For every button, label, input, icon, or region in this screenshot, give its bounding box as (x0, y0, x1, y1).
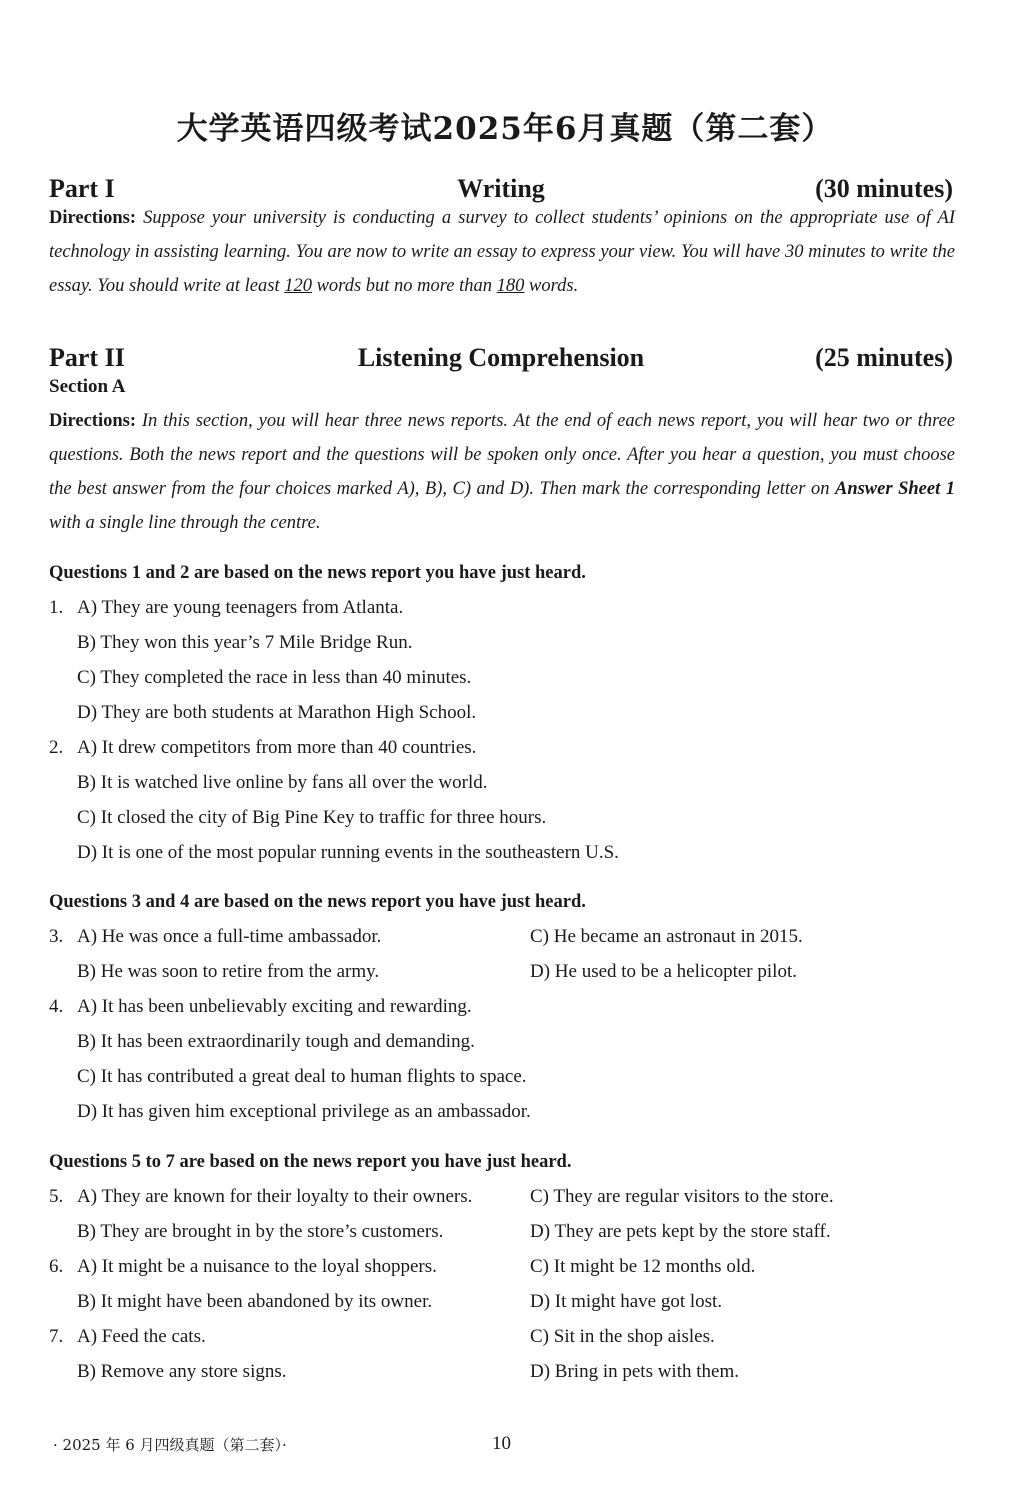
part-2-header (49, 343, 953, 377)
page-title: 大学英语四级考试2025年6月真题（第二套） (176, 111, 834, 147)
directions-text: words but no more than (311, 276, 497, 296)
question-option: B) It has been extraordinarily tough and demanding. (77, 1031, 475, 1052)
part-1-name: Writing (457, 174, 545, 203)
question-group-header: Questions 5 to 7 are based on the news report you have just heard. (49, 1152, 572, 1172)
part-2-time: (25 minutes) (815, 343, 953, 372)
part-2-number: Part II (49, 343, 125, 372)
question-number: 6. (49, 1256, 64, 1277)
question-option: D) It might have got lost. (530, 1291, 723, 1312)
part-2-name: Listening Comprehension (357, 343, 645, 372)
part-1-time: (30 minutes) (815, 174, 953, 203)
question-option: C) They completed the race in less than 40 minutes. (77, 667, 472, 688)
section-a-label: Section A (49, 376, 126, 397)
question-option: D) They are both students at Marathon High School. (77, 702, 477, 723)
question-option: B) It might have been abandoned by its owner. (77, 1291, 433, 1312)
question-number: 7. (49, 1326, 64, 1347)
footer-label: · 2025 年 6 月四级真题（第二套）· (53, 1436, 287, 1454)
question-option: B) Remove any store signs. (77, 1361, 287, 1382)
question-group-header: Questions 1 and 2 are based on the news report you have just heard. (49, 563, 586, 583)
question-option: D) It has given him exceptional privilege as an ambassador. (77, 1101, 531, 1122)
question-group-header: Questions 3 and 4 are based on the news report you have just heard. (49, 892, 586, 912)
question-option: C) It might be 12 months old. (530, 1256, 756, 1277)
question-number: 4. (49, 996, 64, 1017)
max-words: 180 (496, 276, 525, 296)
directions-text: In this section, you will hear three news reports. At the end of each news report, you will hear two or three questions. Both the news report and the questions will be spoken only once. After you hear a question, you must choose the best answer from the four choices marked A), B), C) and D). Then mark the corresponding letter on (49, 411, 956, 499)
question-option: D) Bring in pets with them. (530, 1361, 739, 1382)
answer-sheet-label: Answer Sheet 1 (834, 479, 955, 499)
question-number: 2. (49, 737, 64, 758)
min-words: 120 (284, 276, 312, 296)
part-1-number: Part I (49, 174, 115, 203)
question-option: B) It is watched live online by fans all over the world. (77, 772, 488, 793)
question-option: A) It might be a nuisance to the loyal shoppers. (77, 1256, 437, 1277)
question-option: D) He used to be a helicopter pilot. (530, 961, 797, 982)
question-option: C) They are regular visitors to the store. (530, 1186, 834, 1207)
question-option: C) It has contributed a great deal to human flights to space. (77, 1066, 527, 1087)
question-option: C) He became an astronaut in 2015. (530, 926, 803, 947)
question-option: C) Sit in the shop aisles. (530, 1326, 715, 1347)
question-number: 1. (49, 597, 64, 618)
question-option: A) It has been unbelievably exciting and rewarding. (77, 996, 472, 1017)
question-option: B) He was soon to retire from the army. (77, 961, 380, 982)
directions-label: Directions: (49, 411, 136, 431)
part-2-directions (49, 404, 955, 540)
part-1-directions (49, 201, 955, 303)
directions-label: Directions: (49, 208, 136, 228)
question-option: C) It closed the city of Big Pine Key to traffic for three hours. (77, 807, 547, 828)
question-option: A) They are known for their loyalty to their owners. (77, 1186, 473, 1207)
question-number: 5. (49, 1186, 64, 1207)
question-option: A) It drew competitors from more than 40 countries. (77, 737, 477, 758)
question-option: D) They are pets kept by the store staff. (530, 1221, 831, 1242)
question-option: D) It is one of the most popular running events in the southeastern U.S. (77, 842, 619, 863)
page-number: 10 (492, 1433, 511, 1454)
question-option: A) Feed the cats. (77, 1326, 206, 1347)
directions-text: words. (524, 276, 579, 296)
question-option: A) They are young teenagers from Atlanta. (77, 597, 404, 618)
directions-text: with a single line through the centre. (49, 513, 321, 533)
directions-text: Suppose your university is conducting a survey to collect students’ opinions on the appropriate use of AI technology in assisting learning. You are now to write an essay to express your view. You will have 30 minutes to write the essay. You should write at least (49, 208, 955, 296)
question-option: B) They are brought in by the store’s customers. (77, 1221, 444, 1242)
question-option: A) He was once a full-time ambassador. (77, 926, 382, 947)
question-option: B) They won this year’s 7 Mile Bridge Run. (77, 632, 413, 653)
question-number: 3. (49, 926, 64, 947)
